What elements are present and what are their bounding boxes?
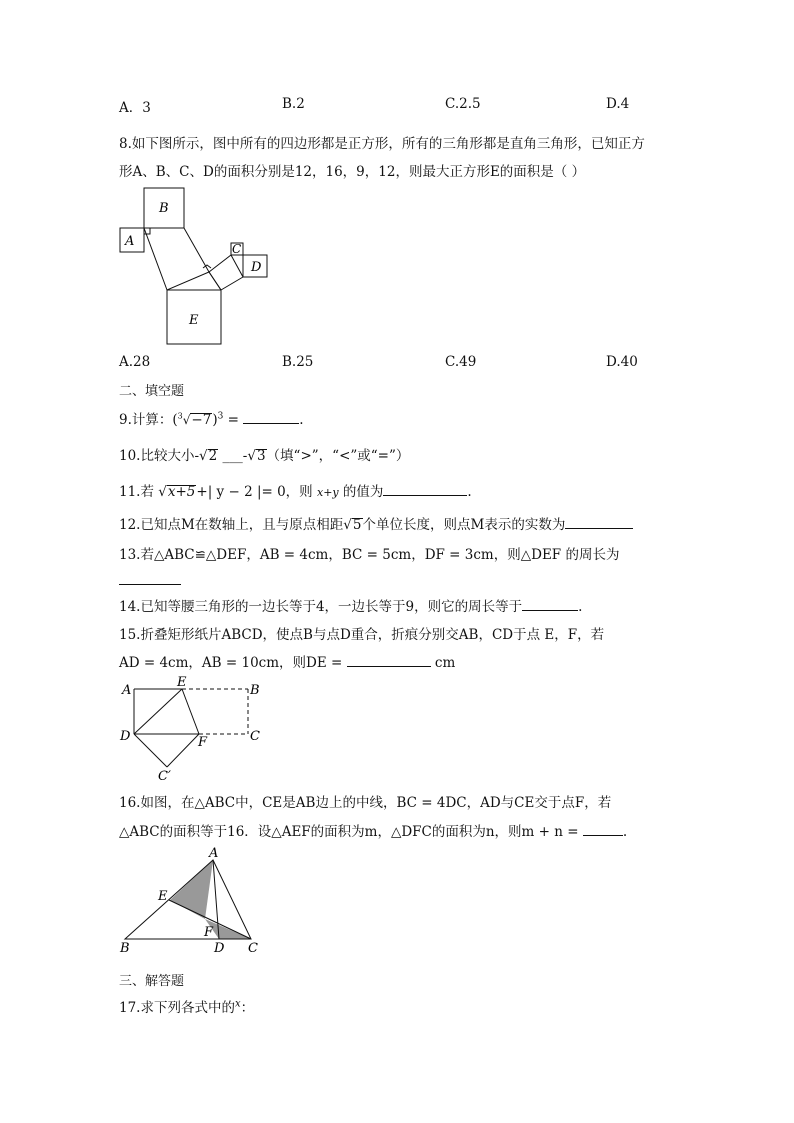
q10-radicand-1: 2 xyxy=(208,448,218,464)
q9-end: . xyxy=(299,412,304,428)
q15-label-c: C xyxy=(250,729,260,744)
q15-answer-blank[interactable] xyxy=(347,654,431,667)
q13-line2 xyxy=(119,572,181,589)
q14-end: . xyxy=(578,599,583,615)
q14-text: 14.已知等腰三角形的一边长等于4，一边长等于9，则它的周长等于 xyxy=(119,599,523,615)
q16-end: . xyxy=(622,824,628,840)
q17-line xyxy=(119,996,254,1016)
q17-post: ： xyxy=(240,1000,255,1016)
q15-label-a: A xyxy=(122,683,132,698)
q15-unit: cm xyxy=(434,655,456,671)
q11-prefix: 11.若 xyxy=(119,484,159,500)
q9-radicand: −7 xyxy=(191,412,212,428)
q9-prefix: 9.计算：( xyxy=(119,412,178,428)
q11-answer-blank[interactable] xyxy=(383,483,467,496)
section-heading-fill-in: 二、填空题 xyxy=(119,384,185,399)
q8-figure xyxy=(115,183,275,348)
section-heading-solve: 三、解答题 xyxy=(119,974,185,989)
q16-label-a: A xyxy=(209,846,219,861)
q7-option-d: D.4 xyxy=(606,96,630,112)
q15-label-b: B xyxy=(250,683,260,698)
q16-line2 xyxy=(119,820,627,840)
q16-label-b: B xyxy=(120,941,130,956)
q10-line: 10.比较大小-√2 ___-√3（填“>”，“<”或“=”） xyxy=(119,448,410,464)
q9-exponent: 3 xyxy=(217,411,224,422)
q8-label-d: D xyxy=(251,260,262,275)
q13-answer-blank[interactable] xyxy=(119,572,181,585)
q14-answer-blank[interactable] xyxy=(522,598,578,611)
q12-line: 12.已知点M在数轴上，且与原点相距√5个单位长度，则点M表示的实数为 xyxy=(119,513,633,533)
q15-text-line2: AD = 4cm，AB = 10cm，则DE = xyxy=(119,655,343,671)
q8-label-c: C xyxy=(232,242,242,256)
q8-option-c: C.49 xyxy=(445,354,477,370)
q7-option-b: B.2 xyxy=(282,96,305,112)
q8-label-a: A xyxy=(125,234,135,249)
q15-label-c-prime: C′ xyxy=(158,769,171,784)
q15-label-d: D xyxy=(120,729,131,744)
q8-option-b: B.25 xyxy=(282,354,314,370)
q9-eq: = xyxy=(223,412,244,428)
q8-text-line2: 形A、B、C、D的面积分别是12，16，9，12，则最大正方形E的面积是（ ） xyxy=(119,164,586,180)
q10-radicand-2: 3 xyxy=(256,448,266,464)
q16-label-f: F xyxy=(204,925,214,940)
q10-prefix: 10.比较大小- xyxy=(119,448,200,464)
q12-radicand: 5 xyxy=(352,517,362,533)
q11-end: . xyxy=(467,484,472,500)
q9-close: ) xyxy=(212,412,218,428)
q8-label-b: B xyxy=(159,201,169,216)
q8-label-e: E xyxy=(189,313,199,328)
q16-label-c: C xyxy=(248,941,258,956)
q8-text-line1: 8.如下图所示，图中所有的四边形都是正方形，所有的三角形都是直角三角形，已知正方 xyxy=(119,136,645,152)
q16-answer-blank[interactable] xyxy=(583,823,623,836)
q8-option-a: A.28 xyxy=(119,354,151,370)
q9-line: 9.计算：$(^3√-7)^3$ = . xyxy=(119,411,304,428)
q16-figure xyxy=(115,843,275,958)
q11-post: 的值为 xyxy=(342,484,384,500)
q11-expression: x+y xyxy=(316,486,339,499)
q10-mid[interactable]: ___- xyxy=(222,448,248,464)
q9-answer-blank[interactable] xyxy=(243,411,299,424)
q15-figure xyxy=(115,676,275,786)
q13-text: 13.若△ABC≌△DEF，AB = 4cm，BC = 5cm，DF = 3cm，则△DEF 的周长为 xyxy=(119,547,620,563)
q16-text-line1: 16.如图，在△ABC中，CE是AB边上的中线，BC = 4DC，AD与CE交于点F，若 xyxy=(119,795,612,811)
q11-radicand: x+5 xyxy=(167,484,196,500)
q7-option-a: A．3 xyxy=(119,100,151,116)
q7-option-c: C.2.5 xyxy=(445,96,481,112)
q9-root-index: 3 xyxy=(177,411,183,421)
q11-mid: +| y − 2 |= 0，则 xyxy=(196,484,313,500)
q14-line xyxy=(119,595,582,615)
q15-line2 xyxy=(119,651,455,671)
q12-answer-blank[interactable] xyxy=(565,516,633,529)
q11-line: 11.若 √x+5+| y − 2 |= 0，则 x+y 的值为 . xyxy=(119,484,472,500)
q12-prefix: 12.已知点M在数轴上，且与原点相距 xyxy=(119,517,344,533)
q8-option-d: D.40 xyxy=(606,354,638,370)
q15-label-e: E xyxy=(177,676,187,690)
q16-text-line2: △ABC的面积等于16．设△AEF的面积为m，△DFC的面积为n，则m + n = xyxy=(119,824,579,840)
q17-variable: x xyxy=(234,998,241,1010)
q12-post: 个单位长度，则点M表示的实数为 xyxy=(362,517,566,533)
q15-text-line1: 15.折叠矩形纸片ABCD，使点B与点D重合，折痕分别交AB，CD于点 E，F，若 xyxy=(119,627,605,643)
q15-label-f: F xyxy=(198,735,208,750)
q16-label-e: E xyxy=(158,889,168,904)
q17-prefix: 17.求下列各式中的 xyxy=(119,1000,235,1016)
q10-hint: （填“>”，“<”或“=”） xyxy=(266,448,410,464)
q16-label-d: D xyxy=(214,941,225,956)
